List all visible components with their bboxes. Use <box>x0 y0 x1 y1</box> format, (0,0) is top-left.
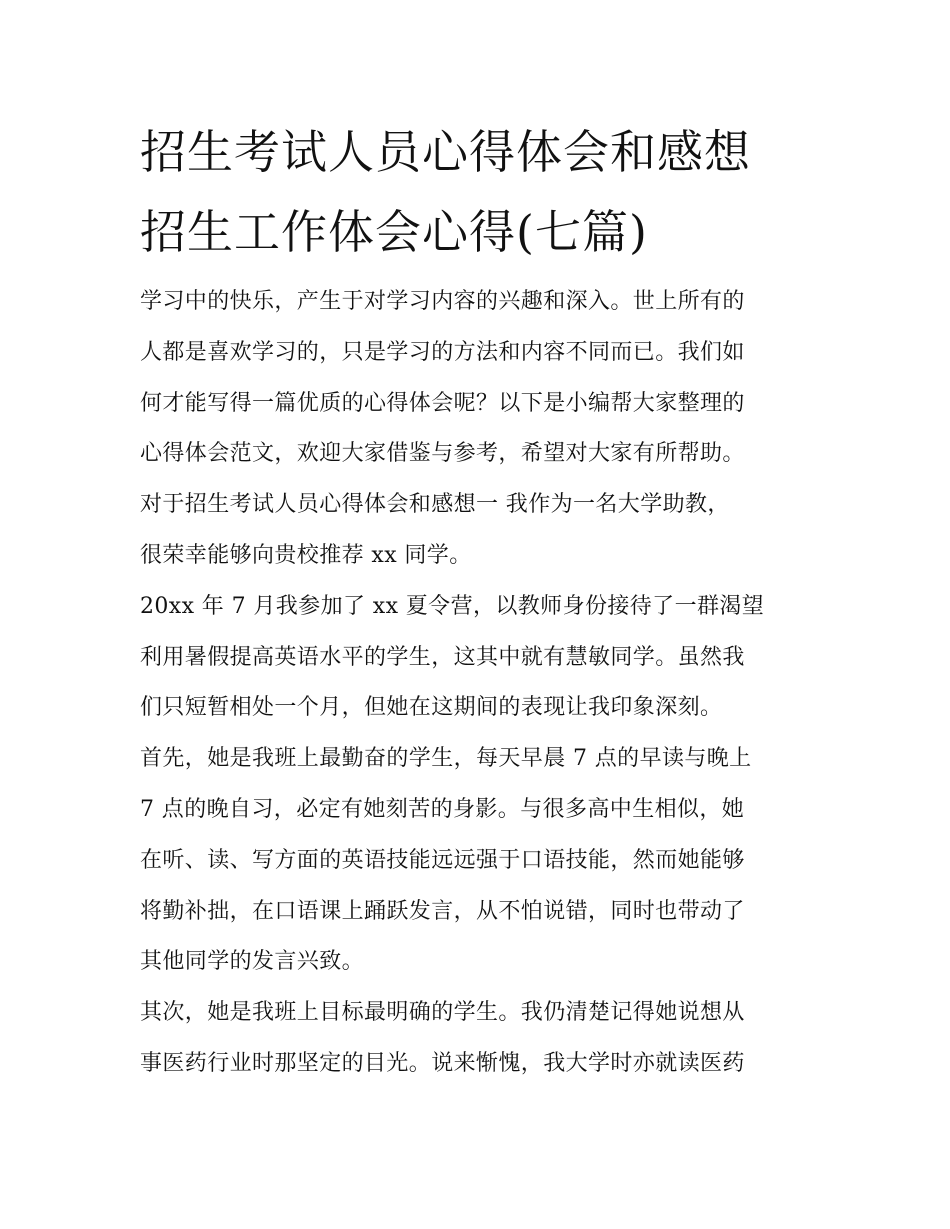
body-line: 心得体会范文，欢迎大家借鉴与参考，希望对大家有所帮助。 <box>140 441 745 467</box>
body-line: 学习中的快乐，产生于对学习内容的兴趣和深入。世上所有的 <box>140 289 745 314</box>
body-line: 其他同学的发言兴致。 <box>140 949 365 975</box>
body-line: 在听、读、写方面的英语技能远远强于口语技能，然而她能够 <box>140 847 745 873</box>
document-body <box>140 277 820 1090</box>
body-line: 利用暑假提高英语水平的学生，这其中就有慧敏同学。虽然我 <box>140 644 745 670</box>
body-line: 人都是喜欢学习的，只是学习的方法和内容不同而已。我们如 <box>140 339 745 365</box>
body-line: 其次，她是我班上目标最明确的学生。我仍清楚记得她说想从 <box>140 1000 745 1026</box>
body-line: 何才能写得一篇优质的心得体会呢？以下是小编帮大家整理的 <box>140 390 745 416</box>
body-line: 将勤补拙，在口语课上踊跃发言，从不怕说错，同时也带动了 <box>140 898 745 924</box>
body-line: 很荣幸能够向贵校推荐 xx 同学。 <box>140 542 472 568</box>
body-line: 首先，她是我班上最勤奋的学生，每天早晨 7 点的早读与晚上 <box>140 746 752 772</box>
body-line: 对于招生考试人员心得体会和感想一 我作为一名大学助教， <box>140 492 730 518</box>
body-line: 事医药行业时那坚定的目光。说来惭愧，我大学时亦就读医药 <box>140 1050 745 1076</box>
title-line-1: 招生考试人员心得体会和感想 <box>140 125 751 179</box>
document-title <box>140 112 820 272</box>
body-line: 们只短暂相处一个月，但她在这期间的表现让我印象深刻。 <box>140 695 723 721</box>
body-line: 20xx 年 7 月我参加了 xx 夏令营，以教师身份接待了一群渴望 <box>140 593 765 619</box>
body-line: 7 点的晚自习，必定有她刻苦的身影。与很多高中生相似，她 <box>140 796 745 822</box>
title-line-2: 招生工作体会心得(七篇) <box>140 205 648 259</box>
